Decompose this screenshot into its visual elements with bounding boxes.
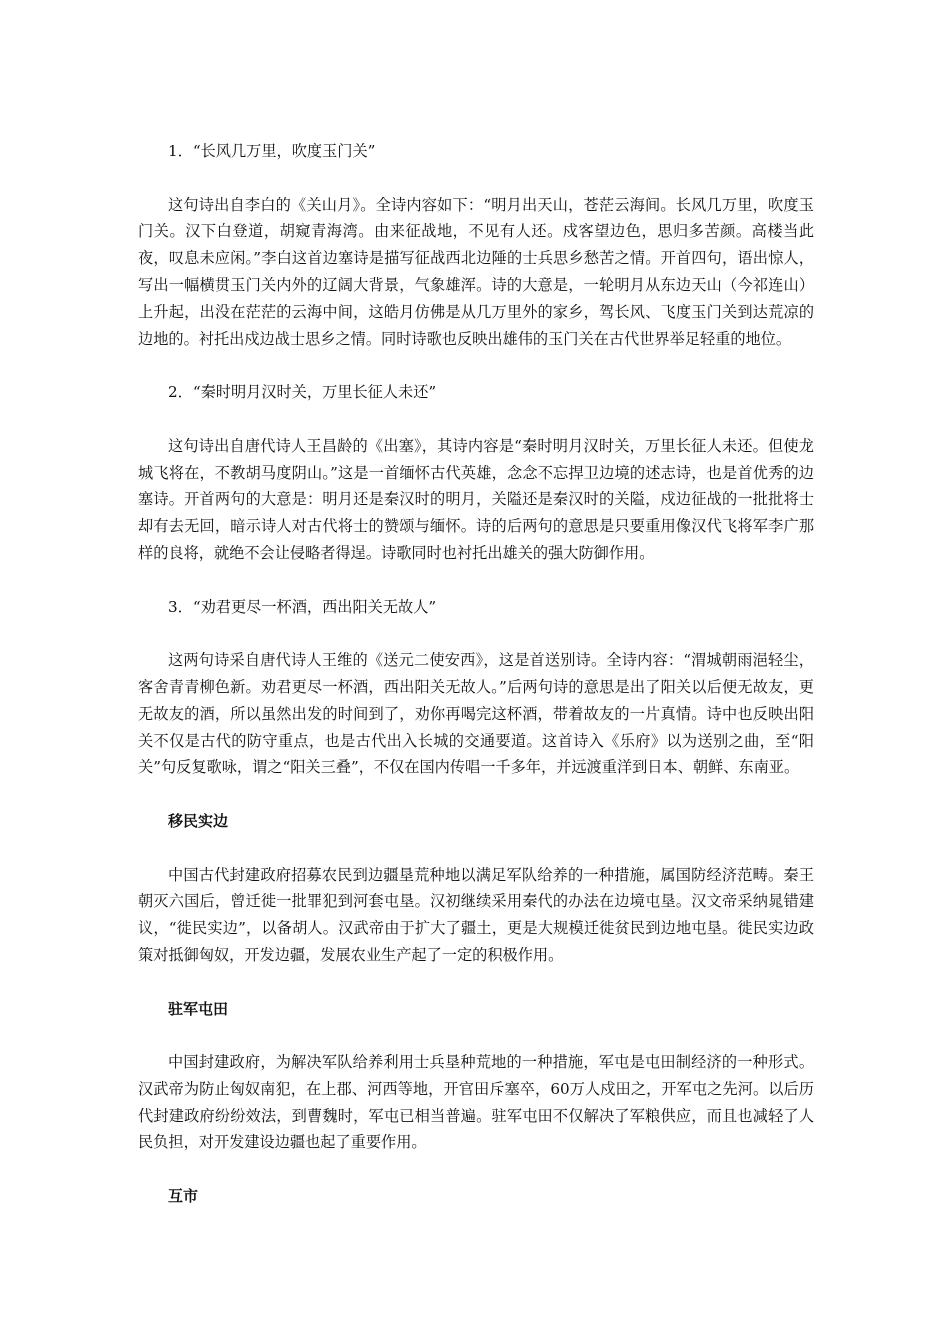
section-heading-trade: 互市 xyxy=(168,1187,199,1206)
section-heading-military-farming: 驻军屯田 xyxy=(168,999,229,1018)
spacer xyxy=(138,969,814,996)
section-body-1: 这句诗出自李白的《关山月》。全诗内容如下：“明月出天山，苍茫云海间。长风几万里，吹度玉门关。汉下白登道，胡窥青海湾。由来征战地，不见有人还。戍客望边色，思归多苦颜。高楼当此夜，叹息未应闲。”李白这首边塞诗是描写征战西北边陲的士兵思乡愁苦之情。开首四句，语出惊人，写出一幅横贯玉门关内外的辽阔大背景，气象雄浑。诗的大意是，一轮明月从东边天山（今祁连山）上升起，出没在茫茫的云海中间，这皓月仿佛是从几万里外的家乡，驾长风、飞度玉门关到达荒凉的边地的。衬托出戍边战士思乡之情。同时诗歌也反映出雄伟的玉门关在古代世界举足轻重的地位。 xyxy=(138,195,814,348)
spacer xyxy=(138,165,814,192)
section-heading-1: 1．“长风几万里，吹度玉门关” xyxy=(168,142,376,160)
section-heading-3: 3．“劝君更尽一杯酒，西出阳关无故人” xyxy=(168,597,437,616)
spacer xyxy=(138,567,814,594)
spacer xyxy=(138,1022,814,1049)
section-heading-2: 2．“秦时明月汉时关，万里长征人未还” xyxy=(168,383,437,402)
section-body-3: 这两句诗采自唐代诗人王维的《送元二使安西》，这是首送别诗。全诗内容：“渭城朝雨浥轻尘，客舍青青柳色新。劝君更尽一杯酒，西出阳关无故人。”后两句诗的意思是出了阳关以后便无故友，更无故友的酒，所以虽然出发的时间到了，劝你再喝完这杯酒，带着故友的一片真情。诗中也反映出阳关不仅是古代的防守重点，也是古代出入长城的交通要道。这首诗入《乐府》以为送别之曲，至“阳关”句反复歌咏，谓之“阳关三叠”，不仅在国内传唱一千多年，并远渡重洋到日本、朝鲜、东南亚。 xyxy=(138,651,814,777)
document-page xyxy=(138,138,814,1210)
section-body-military-farming: 中国封建政府，为解决军队给养利用士兵垦种荒地的一种措施，军屯是屯田制经济的一种形式。汉武帝为防止匈奴南犯，在上郡、河西等地，开官田斥塞卒，60万人戍田之，开军屯之先河。以后历代封建政府纷纷效法，到曹魏时，军屯已相当普遍。驻军屯田不仅解决了军粮供应，而且也减轻了人民负担，对开发建设边疆也起了重要作用。 xyxy=(138,1053,814,1152)
spacer xyxy=(138,835,814,862)
spacer xyxy=(138,352,814,379)
spacer xyxy=(138,1156,814,1183)
spacer xyxy=(138,781,814,808)
section-heading-migration: 移民实边 xyxy=(168,811,229,830)
section-body-migration: 中国古代封建政府招募农民到边疆垦荒种地以满足军队给养的一种措施，属国防经济范畴。秦王朝灭六国后，曾迁徙一批罪犯到河套屯垦。汉初继续采用秦代的办法在边境屯垦。汉文帝采纳晁错建议，“徙民实边”，以备胡人。汉武帝由于扩大了疆土，更是大规模迁徙贫民到边地屯垦。徙民实边政策对抵御匈奴，开发边疆，发展农业生产起了一定的积极作用。 xyxy=(138,865,814,964)
spacer xyxy=(138,620,814,647)
section-body-2: 这句诗出自唐代诗人王昌龄的《出塞》，其诗内容是“秦时明月汉时关，万里长征人未还。但使龙城飞将在，不教胡马度阴山。”这是一首缅怀古代英雄，念念不忘捍卫边境的述志诗，也是首优秀的边塞诗。开首两句的大意是：明月还是秦汉时的明月，关隘还是秦汉时的关隘，戍边征战的一批批将士却有去无回，暗示诗人对古代将士的赞颂与缅怀。诗的后两句的意思是只要重用像汉代飞将军李广那样的良将，就绝不会让侵略者得逞。诗歌同时也衬托出雄关的强大防御作用。 xyxy=(138,436,814,562)
spacer xyxy=(138,406,814,433)
